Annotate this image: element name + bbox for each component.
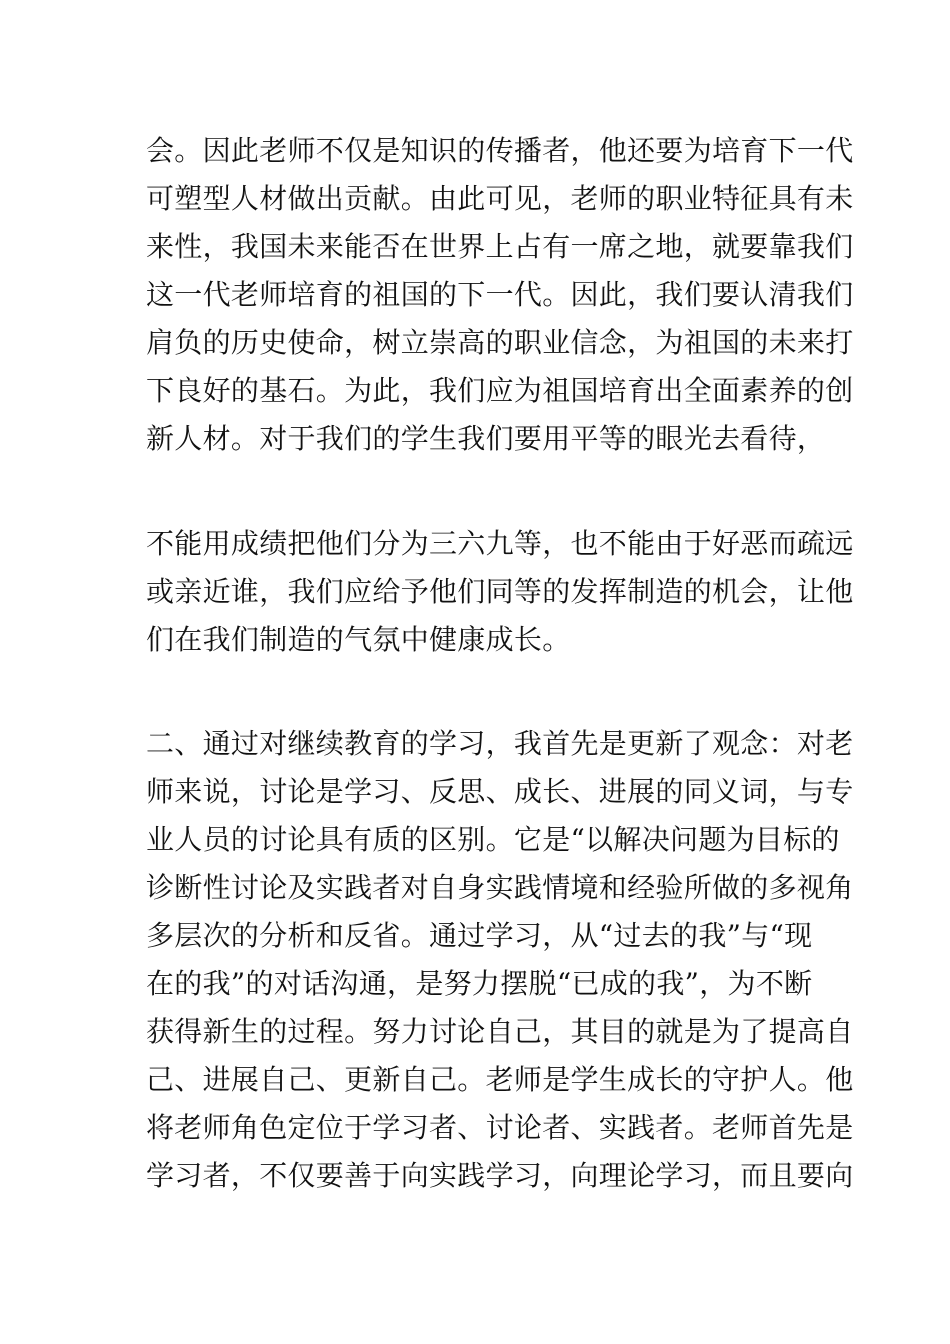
- text-line: 会。因此老师不仅是知识的传播者，他还要为培育下一代: [146, 134, 854, 167]
- text-line: 诊断性讨论及实践者对自身实践情境和经验所做的多视角: [146, 871, 854, 904]
- text-line: 己、进展自己、更新自己。老师是学生成长的守护人。他: [146, 1063, 854, 1096]
- text-line: 学习者，不仅要善于向实践学习，向理论学习，而且要向: [146, 1159, 854, 1192]
- text-line: 在的我”的对话沟通，是努力摆脱“已成的我”，为不断: [146, 967, 813, 1000]
- text-line: 获得新生的过程。努力讨论自己，其目的就是为了提高自: [146, 1015, 854, 1048]
- text-line: 师来说，讨论是学习、反思、成长、进展的同义词，与专: [146, 775, 854, 808]
- text-line: 新人材。对于我们的学生我们要用平等的眼光去看待，: [146, 422, 826, 455]
- text-line: 将老师角色定位于学习者、讨论者、实践者。老师首先是: [146, 1111, 854, 1144]
- text-line: 多层次的分析和反省。通过学习，从“过去的我”与“现: [146, 919, 813, 952]
- text-line: 下良好的基石。为此，我们应为祖国培育出全面素养的创: [146, 374, 854, 407]
- text-line: 或亲近谁，我们应给予他们同等的发挥制造的机会，让他: [146, 575, 854, 608]
- text-line: 来性，我国未来能否在世界上占有一席之地，就要靠我们: [146, 230, 854, 263]
- text-line: 二、通过对继续教育的学习，我首先是更新了观念：对老: [146, 727, 854, 760]
- text-line: 们在我们制造的气氛中健康成长。: [146, 623, 571, 656]
- text-line: 可塑型人材做出贡献。由此可见，老师的职业特征具有未: [146, 182, 854, 215]
- text-line: 肩负的历史使命，树立崇高的职业信念，为祖国的未来打: [146, 326, 854, 359]
- text-line: 不能用成绩把他们分为三六九等，也不能由于好恶而疏远: [146, 527, 854, 560]
- text-line: 这一代老师培育的祖国的下一代。因此，我们要认清我们: [146, 278, 854, 311]
- text-line: 业人员的讨论具有质的区别。它是“以解决问题为目标的: [146, 823, 840, 856]
